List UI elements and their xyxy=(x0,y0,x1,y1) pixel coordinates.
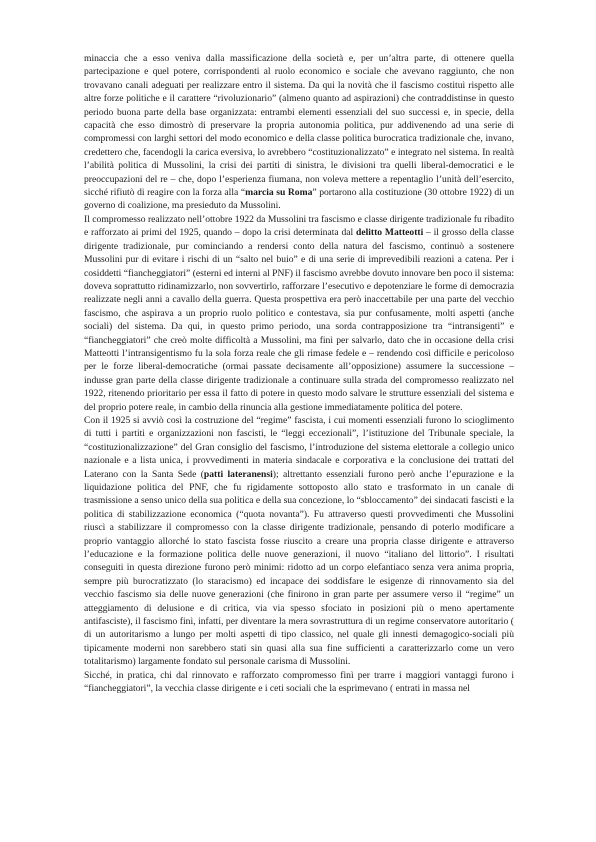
paragraph-3-text: Con il 1925 si avviò così la costruzione del “regime” fascista, i cui momenti essenziali furono lo scioglimento di tutti i partiti e organizzazioni non fascisti, le “leggi eccezionali”, l’istituzione del Tribunale speciale, la “costituzionalizzazione” del Gran consiglio del fascismo, l’introduzione del sistema elettorale a collegio unico nazionale e a lista unica, i provvedimenti in materia sindacale e corporativa e la conclusione dei trattati del Laterano con la Santa Sede ( xyxy=(84,414,514,480)
paragraph-1-text-end: ” portarono alla costituzione (30 ottobre 1922) di un governo di coalizione, ma presieduto da Mussolini. xyxy=(84,187,514,212)
paragraph-3 xyxy=(84,414,514,669)
paragraph-4 xyxy=(84,669,514,696)
bold-term-patti-lateranensi: patti lateranensi xyxy=(203,468,273,480)
paragraph-4-text: Sicché, in pratica, chi dal rinnovato e rafforzato compromesso finì per trarre i maggiori vantaggi furono i “fiancheggiatori”, la vecchia classe dirigente e i ceti sociali che la esprimevano ( entrati in massa nel xyxy=(84,669,514,695)
paragraph-2 xyxy=(84,213,514,414)
document-page xyxy=(84,52,514,696)
paragraph-1-text: minaccia che a esso veniva dalla massificazione della società e, per un’altra parte, di ottenere quella partecipazione e quel potere, corrispondenti al ruolo economico e sociale che avevano raggiunto, che non trovavano canali adeguati per realizzare entro il sistema. Da qui la novità che il fascismo costituì rispetto alle altre forze politiche e il carattere “rivoluzionario” (almeno quanto ad aspirazioni) che contraddistinse in questo periodo buona parte della base organizzata: entrambi elementi essenziali del suo successi e, in specie, della capacità che esso dimostrò di preservare la propria autonomia politica, pur addivenendo ad una serie di compromessi con larghi settori del modo economico e della classe politica burocratica tradizionale che, invano, credettero che, facendogli la carica eversiva, lo avrebbero “costituzionalizzato” e integrato nel sistema. In realtà l’abilità politica di Mussolini, la crisi dei partiti di sinistra, le divisioni tra quelli liberal-democratici e le preoccupazioni del re – che, dopo l’esperienza fiumana, non voleva mettere a repentaglio l’unità dell’esercito, sicché rifiutò di reagire con la forza alla “ xyxy=(84,53,514,199)
paragraph-2-text-end: – il grosso della classe dirigente tradizionale, pur cominciando a rendersi conto della natura del fascismo, continuò a sostenere Mussolini pur di evitare i rischi di un “salto nel buio” e di una serie di imprevedibili reazioni a catena. Per i cosiddetti “fiancheggiatori” (esterni ed interni al PNF) il fascismo avrebbe dovuto innovare ben poco il sistema: doveva soprattutto ridinamizzarlo, non sovvertirlo, rafforzare l’esecutivo e depotenziare le forme di democrazia realizzate negli anni a cavallo della guerra. Questa prospettiva era però inaccettabile per una parte del vecchio fascismo, che aspirava a un proprio ruolo politico e contestava, sia pur confusamente, molti aspetti (anche sociali) del sistema. Da qui, in questo primo periodo, una sorda contrapposizione tra “intransigenti” e “fiancheggiatori” che creò molte difficoltà a Mussolini, ma finì per salvarlo, dato che in occasione della crisi Matteotti l’intransigentismo fu la sola forza reale che gli rimase fedele e – rendendo così difficile e pericoloso per le forze liberal-democratiche (ormai passate decisamente all’opposizione) assumere la successione – indusse gran parte della classe dirigente tradizionale a continuare sulla strada del compromesso realizzato nel 1922, ritenendo prioritario per essa il fatto di potere in questo modo salvare le strutture essenziali del sistema e del proprio potere reale, in cambio della rinuncia alla gestione immediatamente politica del potere. xyxy=(84,227,514,413)
paragraph-3-text-end: ); altrettanto essenziali furono però anche l’epurazione e la liquidazione politica del PNF, che fu rigidamente sottoposto allo stato e trasformato in un canale di trasmissione a senso unico della sua politica e della sua concezione, lo “sbloccamento” dei sindacati fascisti e la politica di stabilizzazione economica (“quota novanta”). Fu attraverso questi provvedimenti che Mussolini riuscì a stabilizzare il compromesso con la classe dirigente tradizionale, pensando di poterlo modificare a proprio vantaggio allorché lo stato fascista fosse riuscito a creare una propria classe dirigente e attraverso l’educazione e la formazione politica delle nuove generazioni, il nuovo “italiano del littorio”. I risultati conseguiti in questa direzione furono però minimi: ridotto ad un corpo elefantiaco senza vera anima propria, sempre più burocratizzato (lo staracismo) ed incapace dei soddisfare le esigenze di rinnovamento sia del vecchio fascismo sia delle nuove generazioni (che finirono in gran parte per assumere verso il “regime” un atteggiamento di delusione e di critica, via via spesso sfociato in posizioni più o meno apertamente antifasciste), il fascismo finì, infatti, per diventare la mera sovrastruttura di un regime conservatore autoritario ( di un autoritarismo a lungo per molti aspetti di tipo classico, nel quale gli innesti demagogico-sociali più tipicamente moderni non sarebbero stati sin quasi alla sua fine sufficienti a caratterizzarlo come un vero totalitarismo) largamente fondato sul personale carisma di Mussolini. xyxy=(84,468,514,668)
bold-term-marcia-su-roma: marcia su Roma xyxy=(245,187,313,199)
bold-term-delitto-matteotti: delitto Matteotti xyxy=(355,227,424,239)
paragraph-2-text: Il compromesso realizzato nell’ottobre 1922 da Mussolini tra fascismo e classe dirigente tradizionale fu ribadito e rafforzato ai primi del 1925, quando – dopo la crisi determinata dal xyxy=(84,213,514,239)
paragraph-1 xyxy=(84,52,514,213)
